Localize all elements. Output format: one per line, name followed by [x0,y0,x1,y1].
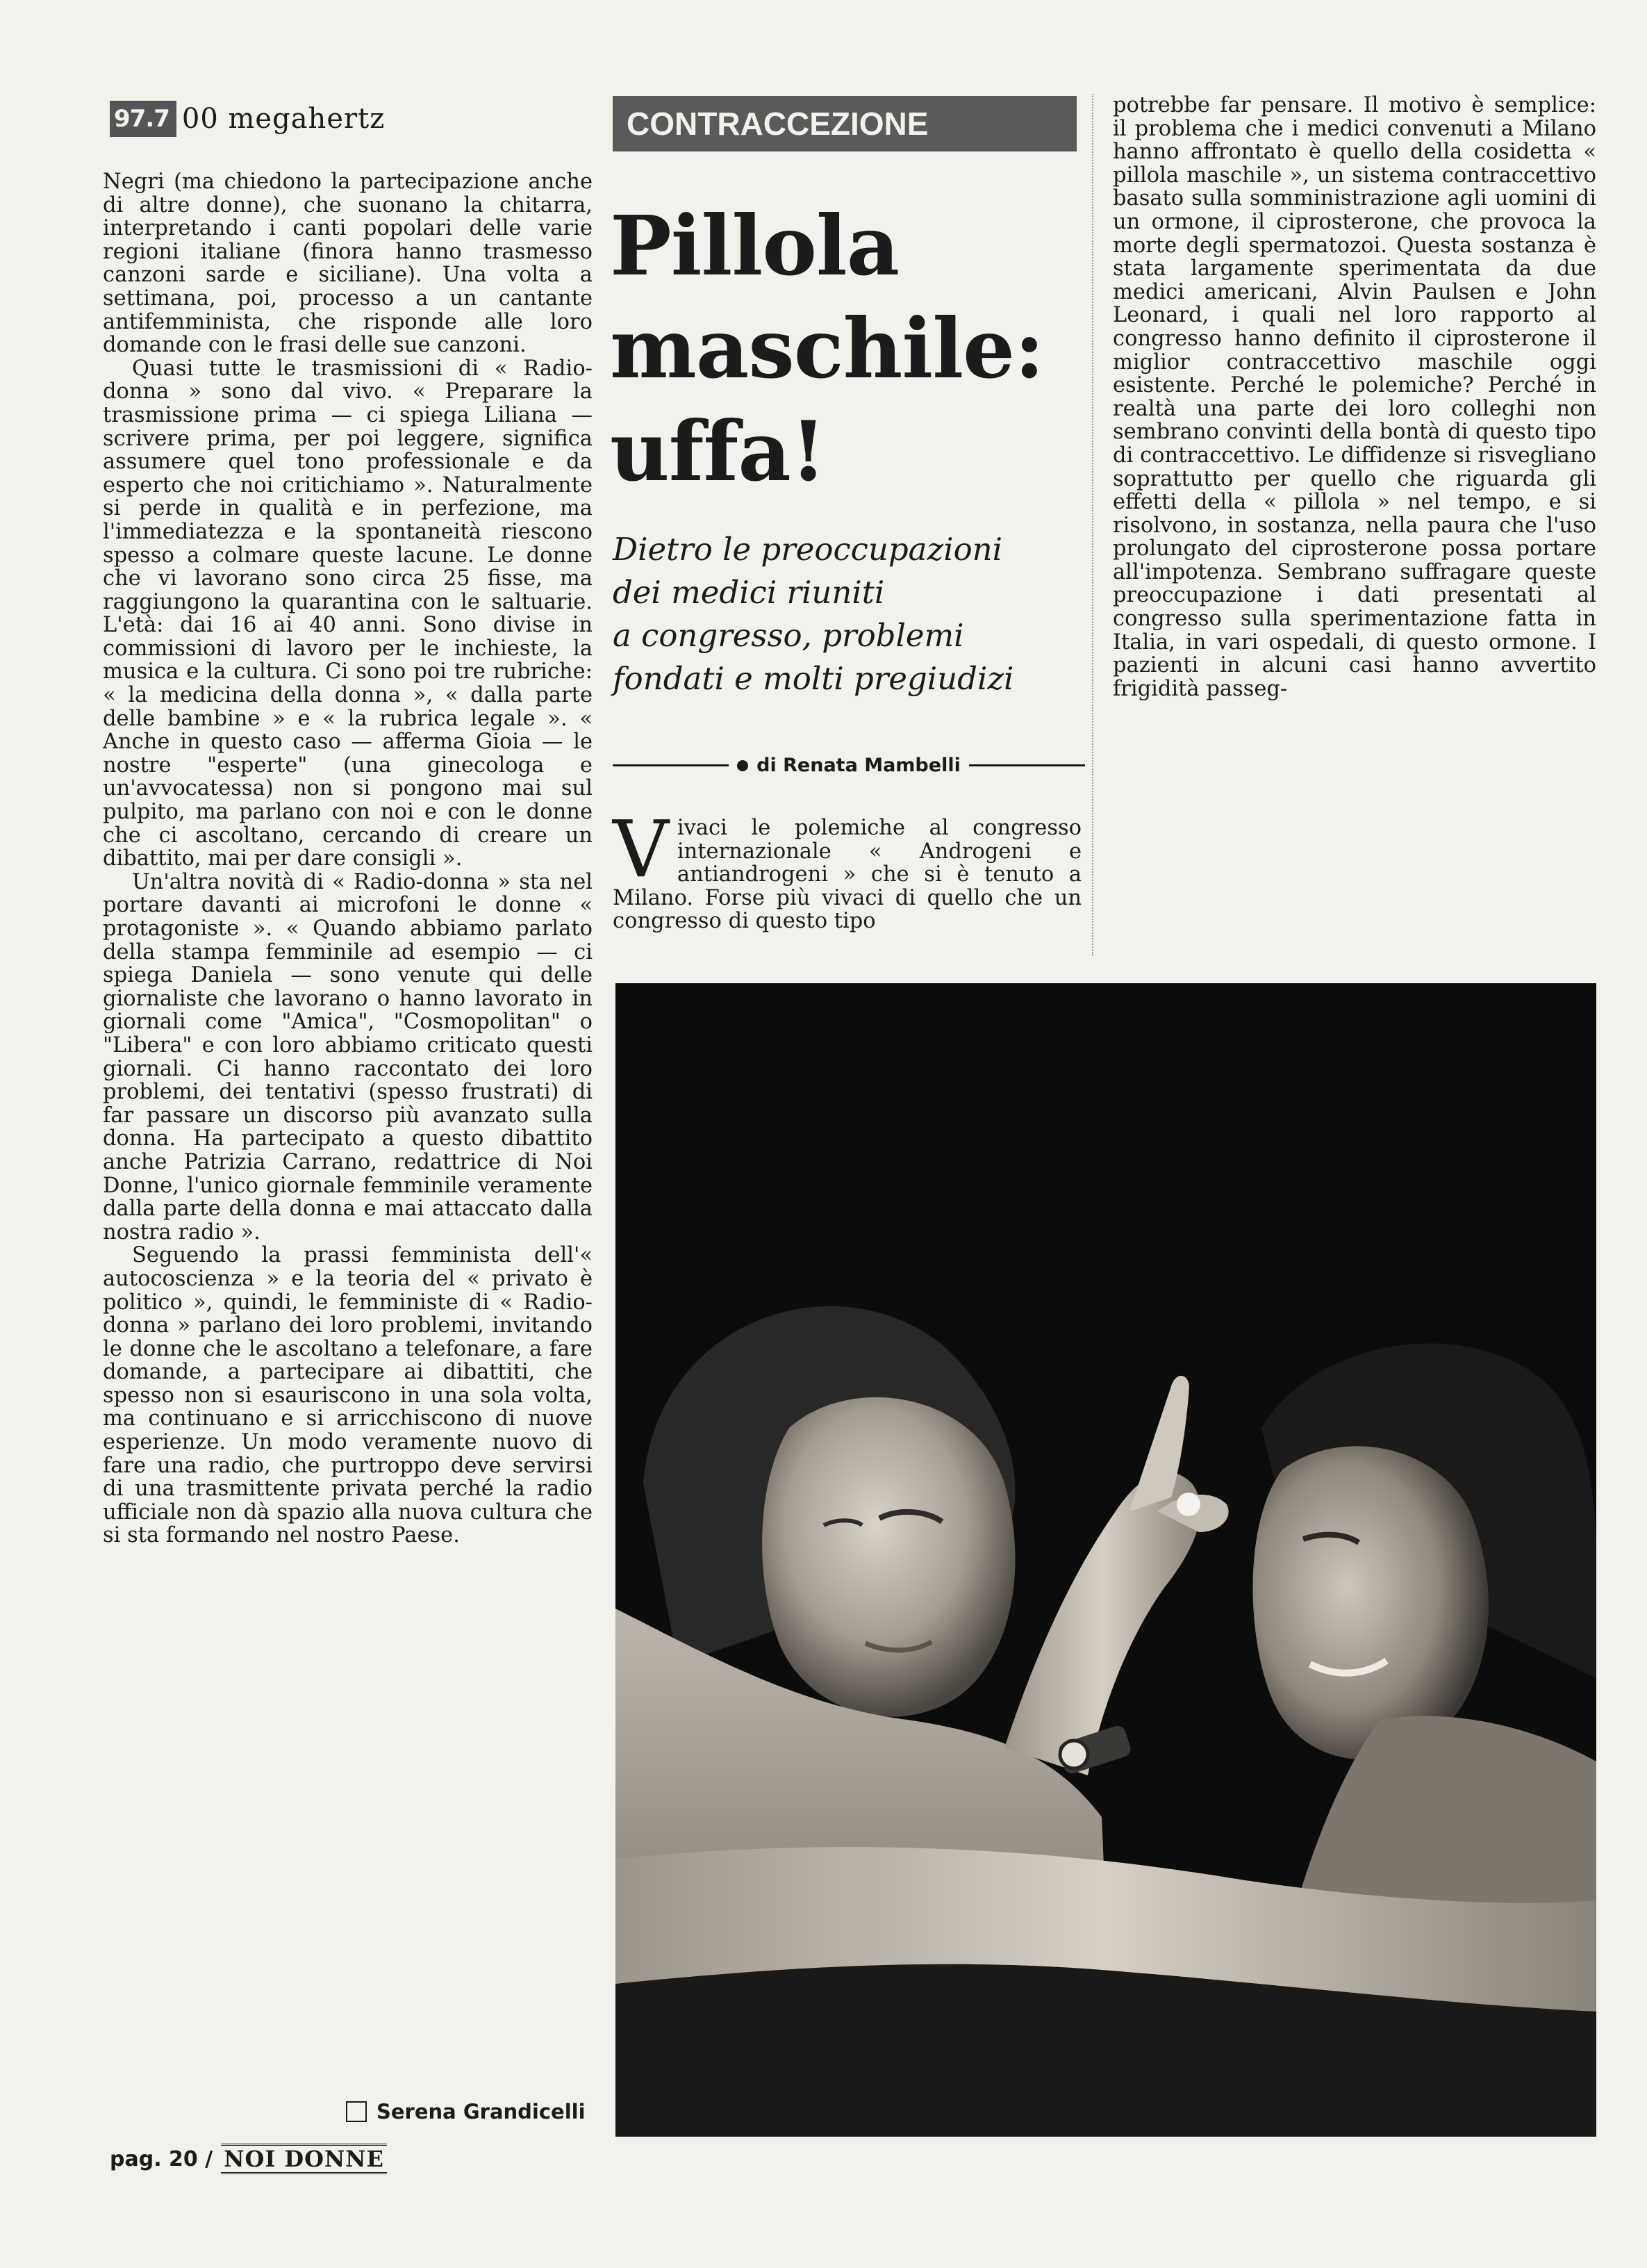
headline-line: maschile: [610,300,1044,397]
square-box-icon [346,2101,367,2122]
headline-line: uffa! [610,403,826,500]
paragraph: Seguendo la prassi femminista dell'« autocoscienza » e la teoria del « privato è politico », quindi, le femministe di « Radio-donna » parlano dei loro problemi, invitando le donne che le ascoltano a telefonare, a fare domande, a partecipare ai dibattiti, che spesso non si esauriscono in una sola volta, ma continuano e si arricchiscono di nuove esperienze. Un modo veramente nuovo di fare una radio, che purtroppo deve servirsi di una trasmittente privata perché la radio ufficiale non dà spazio alla nuova cultura che si sta formando nel nostro Paese. [103,1243,593,1548]
page-footer [110,2144,387,2174]
right-column-text [1113,94,1596,948]
page-number: pag. 20 / [110,2146,213,2171]
bullet-dot-icon [737,760,748,771]
byline [613,755,1085,776]
section-rubric: CONTRACCEZIONE [613,96,1077,151]
paragraph: potrebbe far pensare. Il motivo è semplice: il problema che i medici convenuti a Milano hanno affrontato è quello della cosidetta « pillola maschile », un sistema contraccettivo basato sulla somministrazione agli uomini di un ormone, il ciprosterone, che provoca la morte degli spermatozoi. Questa sostanza è stata largamente sperimentata da due medici americani, Alvin Paulsen e John Leonard, i quali nel loro rapporto al congresso hanno definito il ciprosterone il miglior contraccettivo maschile oggi esistente. Perché le polemiche? Perché in realtà una parte dei loro colleghi non sembrano convinti della bontà di questo tipo di contraccettivo. Le diffidenze si risvegliano soprattutto per quello che riguarda gli effetti della « pillola » nel tempo, e si risolvono, in sostanza, nella paura che l'uso prolungato del ciprosterone possa portare all'impotenza. Sembrano suffragare queste preoccupazione i dati presentati al congresso sulla sperimentazione fatta in Italia, in vari ospedali, di questo ormone. I pazienti in alcuni casi hanno avvertito frigidità passeg- [1113,93,1596,701]
column-separator [1092,94,1093,955]
article-headline [610,195,1096,503]
headline-line: Pillola [610,197,900,294]
left-column-text [103,170,593,2102]
magazine-logo: NOI DONNE [221,2144,387,2174]
byline-rule-left [613,764,729,766]
article-photograph [615,983,1596,2137]
frequency-number: 97.7 [110,101,176,137]
section-header [110,97,385,140]
subtitle-line: Dietro le preoccupazioni [613,531,1003,568]
subtitle-line: a congresso, problemi [613,617,964,654]
intro-text: ivaci le polemiche al congresso internazionale « Androgeni e antiandrogeni » che si è tenuto a Milano. Forse più vivaci di quello che un congresso di questo tipo [613,816,1082,934]
signature-name: Serena Grandicelli [376,2100,586,2123]
paragraph: Negri (ma chiedono la partecipazione anche di altre donne), che suonano la chitarra, interpretando i canti popolari delle varie regioni italiane (finora hanno trasmesso canzoni sarde e siciliane). Una volta a settimana, poi, processo a un cantante antifemminista, che risponde alle loro domande con le frasi delle sue canzoni. [103,170,593,358]
subtitle-line: fondati e molti pregiudizi [613,660,1014,697]
drop-cap: V [613,805,669,895]
byline-rule-right [969,764,1085,766]
author-signature [346,2100,586,2123]
paragraph: Un'altra novità di « Radio-donna » sta nel portare davanti ai microfoni le donne « protagoniste ». « Quando abbiamo parlato della stampa femminile ad esempio — ci spiega Daniela — sono venute qui delle giornaliste che lavorano o hanno lavorato in giornali come "Amica", "Cosmopolitan" o "Libera" e con loro abbiamo criticato questi giornali. Ci hanno raccontato dei loro problemi, dei tentativi (spesso frustrati) di far passare un discorso più avanzato sulla donna. Ha partecipato a questo dibattito anche Patrizia Carrano, redattrice di Noi Donne, l'unico giornale femminile veramente dalla parte della donna e mai attaccato dalla nostra radio ». [103,869,593,1244]
subtitle-line: dei medici riuniti [613,574,885,611]
paragraph: Quasi tutte le trasmissioni di « Radio-donna » sono dal vivo. « Preparare la trasmissione prima — ci spiega Liliana — scrivere prima, per poi leggere, significa assumere quel tono professionale e da esperto che noi critichiamo ». Naturalmente si perde in qualità e in perfezione, ma l'immediatezza e la spontaneità riescono spesso a colmare queste lacune. Le donne che vi lavorano sono circa 25 fisse, ma raggiungono la quarantina con le saltuarie. L'età: dai 16 ai 40 anni. Sono divise in commissioni di lavoro per le inchieste, la musica e la cultura. Ci sono poi tre rubriche: « la medicina della donna », « dalla parte delle bambine » e « la rubrica legale ». « Anche in questo caso — afferma Gioia — le nostre "esperte" (una ginecologa e un'avvocatessa) non si pongono mai sul pulpito, ma parlano con noi e con le donne che ci ascoltano, cercando di creare un dibattito, mai per dare consigli ». [103,356,593,871]
byline-author: di Renata Mambelli [756,755,961,776]
article-subtitle [613,528,1099,700]
frequency-label: 00 megahertz [181,103,386,135]
article-intro [613,805,1082,955]
photo-couple-with-pill [615,983,1596,2137]
